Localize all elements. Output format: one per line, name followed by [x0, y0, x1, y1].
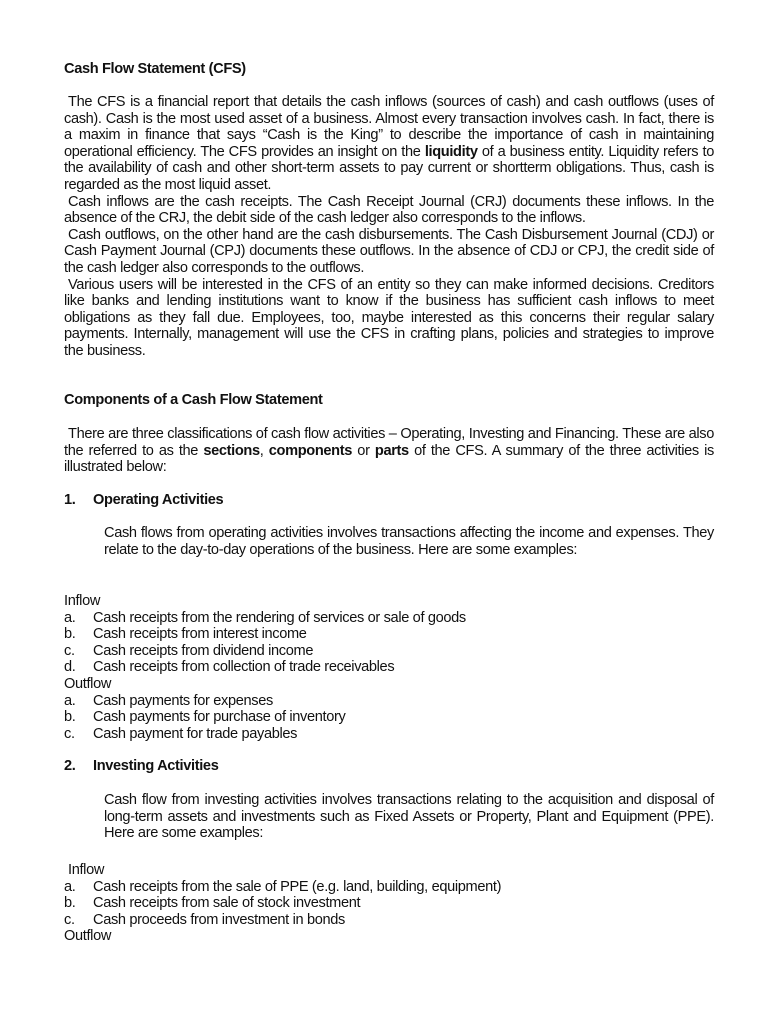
section-number: 1. [64, 492, 76, 508]
intro-paragraph [64, 94, 714, 194]
description: Cash flows from operating activities involves transactions affecting the income and expenses. They relate to the day-to-day operations of the business. Here are some examples: [104, 525, 714, 558]
list-text: Cash receipts from interest income [93, 626, 307, 643]
heading-text: Investing Activities [93, 758, 219, 774]
list-letter: b. [64, 895, 76, 912]
list-item [64, 693, 714, 710]
components-section [64, 426, 714, 476]
list-item [64, 709, 714, 726]
list-letter: c. [64, 642, 75, 659]
text: of the CFS. A summary of the three activities is illustrated below: [64, 442, 714, 476]
term: components [268, 442, 353, 459]
text: The CFS is a financial report that details the cash inflows (sources of cash) and cash outflows (uses of cash). Cash is the most used asset of a business. Almost every transaction involves cash. In fact, there is a maxim in finance that says “Cash is the King” to describe the importance of cash in maintaining operational efficiency. The CFS provides an insight on the [64, 94, 714, 160]
list-letter: c. [64, 911, 75, 928]
list-text: Cash payment for trade payables [93, 725, 298, 742]
operating-description [104, 525, 714, 558]
users-paragraph: Various users will be interested in the CFS of an entity so they can make informed decisions. Creditors like banks and lending institutions want to know if the business has sufficient cash inflows to meet obligations as they fall due. Employees, too, maybe interested as this concerns their regular salary payments. Internally, management will use the CFS in crafting plans, policies and strategies to improve the business. [64, 276, 714, 359]
page-title: Cash Flow Statement (CFS) [64, 61, 246, 77]
outflow-label: Outflow [64, 928, 112, 945]
operating-lists [64, 593, 714, 742]
investing-description [104, 792, 714, 842]
text: There are three classifications of cash flow activities – Operating, Investing and Financing. These are also the referred to as the [64, 426, 714, 459]
list-item [64, 643, 714, 660]
list-text: Cash receipts from the rendering of services or sale of goods [93, 609, 466, 626]
list-letter: a. [64, 878, 76, 895]
inflow-label: Inflow [64, 593, 101, 609]
list-item [64, 659, 714, 676]
liquidity-term: liquidity [424, 143, 478, 160]
operating-heading [64, 492, 714, 509]
investing-lists [64, 862, 714, 945]
list-text: Cash receipts from the sale of PPE (e.g. land, building, equipment) [93, 878, 502, 895]
list-text: Cash payments for purchase of inventory [93, 709, 346, 726]
inflows-paragraph: Cash inflows are the cash receipts. The Cash Receipt Journal (CRJ) documents these inflows. In the absence of the CRJ, the debit side of the cash ledger also corresponds to the inflows. [64, 193, 714, 227]
text: of a business entity. Liquidity refers to the availability of cash and other short-term assets to pay current or shortterm obligations. Thus, cash is regarded as the most liquid asset. [64, 143, 714, 193]
outflows-paragraph: Cash outflows, on the other hand are the cash disbursements. The Cash Disbursement Journal (CDJ) or Cash Payment Journal (CPJ) documents these outflows. In the absence of CDJ or CPJ, the credit side of the cash ledger also corresponds to the outflows. [64, 226, 714, 276]
list-item [64, 610, 714, 627]
components-paragraph [64, 426, 714, 476]
list-letter: d. [64, 659, 76, 676]
text: , [259, 442, 269, 459]
inflow-label: Inflow [68, 862, 105, 878]
list-text: Cash receipts from collection of trade receivables [93, 659, 395, 676]
section-number: 2. [64, 758, 76, 774]
list-text: Cash proceeds from investment in bonds [93, 911, 345, 928]
list-item [64, 626, 714, 643]
term: parts [374, 442, 409, 459]
outflow-label: Outflow [64, 675, 112, 692]
list-letter: b. [64, 709, 76, 726]
heading-text: Operating Activities [93, 492, 224, 508]
list-item [64, 912, 714, 929]
components-heading: Components of a Cash Flow Statement [64, 392, 323, 408]
description: Cash flow from investing activities involves transactions relating to the acquisition and disposal of long-term assets and investments such as Fixed Assets or Property, Plant and Equipment (PPE). Here are some examples: [104, 792, 714, 842]
list-text: Cash receipts from dividend income [93, 642, 314, 659]
list-text: Cash payments for expenses [93, 692, 273, 709]
list-letter: a. [64, 692, 76, 709]
list-letter: b. [64, 626, 76, 643]
list-text: Cash receipts from sale of stock investment [93, 895, 361, 912]
list-item [64, 726, 714, 743]
list-item [64, 895, 714, 912]
text: or [352, 442, 375, 459]
investing-heading [64, 758, 714, 775]
list-letter: c. [64, 725, 75, 742]
list-letter: a. [64, 609, 76, 626]
term: sections [203, 442, 260, 459]
list-item [64, 879, 714, 896]
intro-section [64, 94, 714, 360]
